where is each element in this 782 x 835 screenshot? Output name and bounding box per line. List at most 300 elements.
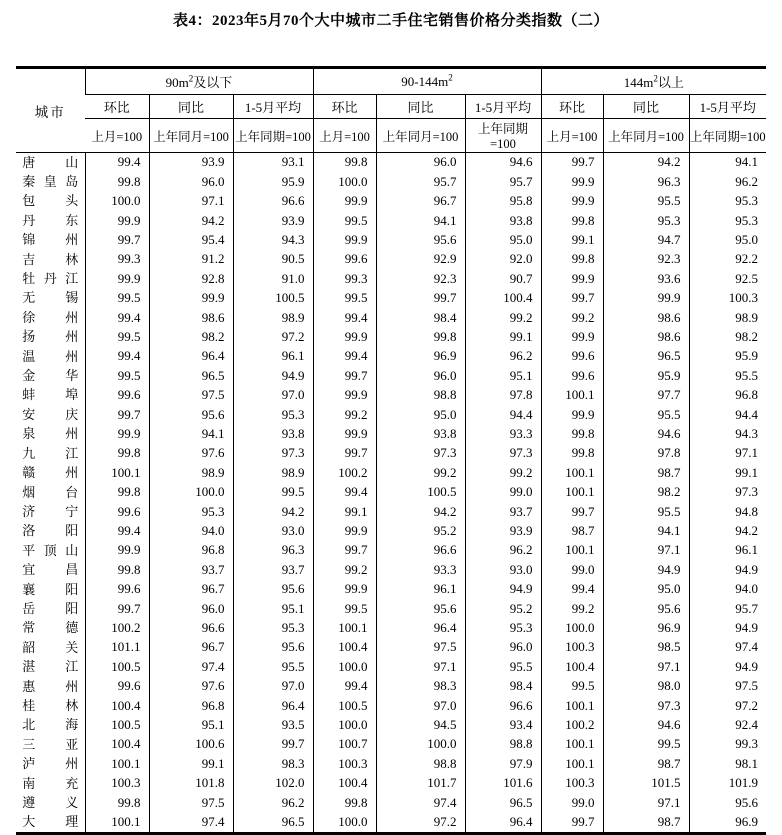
metric-header-avg: 1-5月平均 <box>689 95 766 119</box>
city-name-text: 北 海 <box>22 717 79 733</box>
table-row <box>16 366 766 385</box>
metric-header-yoy: 同比 <box>376 95 465 119</box>
index-value-cell: 98.1 <box>689 755 766 774</box>
group-label-text: 及以下 <box>193 75 233 90</box>
index-value-cell: 94.2 <box>376 502 465 521</box>
index-value-cell: 93.6 <box>603 269 689 288</box>
table-row <box>16 269 766 288</box>
index-value-cell: 93.5 <box>233 716 313 735</box>
group-label-text: 90m <box>165 75 189 90</box>
city-name-text: 牡 丹 江 <box>22 271 79 287</box>
base-header-prev-month: 上月=100 <box>85 119 149 153</box>
index-value-cell: 99.4 <box>85 347 149 366</box>
index-value-cell: 94.9 <box>603 561 689 580</box>
table-header <box>16 68 766 153</box>
table-row <box>16 250 766 269</box>
index-value-cell: 99.4 <box>85 522 149 541</box>
city-name-text: 三 亚 <box>22 736 79 752</box>
metric-header-mom: 环比 <box>85 95 149 119</box>
city-name-text: 扬 州 <box>22 329 79 345</box>
index-value-cell: 99.2 <box>313 405 376 424</box>
index-value-cell: 100.4 <box>85 735 149 754</box>
index-value-cell: 101.9 <box>689 774 766 793</box>
base-header-row <box>16 119 766 153</box>
index-value-cell: 97.6 <box>149 444 233 463</box>
index-value-cell: 94.1 <box>689 153 766 173</box>
index-value-cell: 94.7 <box>603 231 689 250</box>
index-value-cell: 96.6 <box>465 696 541 715</box>
index-value-cell: 99.8 <box>85 793 149 812</box>
index-value-cell: 99.7 <box>313 366 376 385</box>
index-value-cell: 98.2 <box>149 328 233 347</box>
index-value-cell: 100.3 <box>689 289 766 308</box>
index-value-cell: 96.8 <box>149 696 233 715</box>
index-value-cell: 94.4 <box>465 405 541 424</box>
index-value-cell: 94.2 <box>233 502 313 521</box>
index-value-cell: 97.4 <box>149 658 233 677</box>
index-value-cell: 97.1 <box>603 541 689 560</box>
index-value-cell: 92.9 <box>376 250 465 269</box>
index-value-cell: 102.0 <box>233 774 313 793</box>
index-value-cell: 91.2 <box>149 250 233 269</box>
metric-header-yoy: 同比 <box>149 95 233 119</box>
index-value-cell: 99.9 <box>313 386 376 405</box>
index-value-cell: 98.4 <box>465 677 541 696</box>
index-value-cell: 97.1 <box>689 444 766 463</box>
index-value-cell: 99.7 <box>85 231 149 250</box>
index-value-cell: 99.7 <box>541 813 603 834</box>
index-value-cell: 99.6 <box>541 366 603 385</box>
table-container <box>16 66 766 835</box>
index-value-cell: 101.1 <box>85 638 149 657</box>
city-name <box>16 386 85 405</box>
index-value-cell: 99.5 <box>85 366 149 385</box>
index-value-cell: 100.4 <box>85 696 149 715</box>
index-value-cell: 98.7 <box>603 464 689 483</box>
index-value-cell: 99.9 <box>313 425 376 444</box>
city-name-text: 大 理 <box>22 814 79 830</box>
index-value-cell: 95.7 <box>689 599 766 618</box>
index-value-cell: 92.3 <box>376 269 465 288</box>
index-value-cell: 99.0 <box>541 793 603 812</box>
index-value-cell: 97.8 <box>603 444 689 463</box>
superscript-2: 2 <box>448 72 453 83</box>
table-row <box>16 347 766 366</box>
index-value-cell: 99.8 <box>313 793 376 812</box>
index-value-cell: 95.6 <box>603 599 689 618</box>
index-value-cell: 96.5 <box>149 366 233 385</box>
index-value-cell: 99.6 <box>85 580 149 599</box>
index-value-cell: 97.5 <box>149 386 233 405</box>
index-value-cell: 93.8 <box>465 211 541 230</box>
index-value-cell: 96.9 <box>689 813 766 834</box>
index-value-cell: 95.1 <box>465 366 541 385</box>
city-name-text: 金 华 <box>22 368 79 384</box>
table-row <box>16 308 766 327</box>
table-row <box>16 289 766 308</box>
index-value-cell: 98.6 <box>603 308 689 327</box>
index-value-cell: 95.0 <box>689 231 766 250</box>
index-value-cell: 99.6 <box>541 347 603 366</box>
table-row <box>16 561 766 580</box>
index-value-cell: 100.6 <box>149 735 233 754</box>
index-value-cell: 90.7 <box>465 269 541 288</box>
city-name-text: 湛 江 <box>22 659 79 675</box>
index-value-cell: 96.0 <box>376 153 465 173</box>
city-name <box>16 289 85 308</box>
city-name <box>16 250 85 269</box>
index-value-cell: 99.9 <box>313 192 376 211</box>
index-value-cell: 100.1 <box>313 619 376 638</box>
city-name <box>16 677 85 696</box>
index-value-cell: 96.0 <box>149 172 233 191</box>
index-value-cell: 97.1 <box>603 793 689 812</box>
index-value-cell: 96.3 <box>603 172 689 191</box>
index-value-cell: 98.5 <box>603 638 689 657</box>
index-value-cell: 95.9 <box>689 347 766 366</box>
index-value-cell: 97.0 <box>376 696 465 715</box>
group-header-over-144 <box>541 68 766 95</box>
index-value-cell: 100.4 <box>313 774 376 793</box>
index-value-cell: 99.4 <box>313 347 376 366</box>
index-value-cell: 94.1 <box>149 425 233 444</box>
index-value-cell: 94.9 <box>689 658 766 677</box>
table-row <box>16 425 766 444</box>
index-value-cell: 99.3 <box>85 250 149 269</box>
index-value-cell: 97.5 <box>376 638 465 657</box>
index-value-cell: 95.1 <box>149 716 233 735</box>
index-value-cell: 100.4 <box>541 658 603 677</box>
table-row <box>16 522 766 541</box>
city-name-text: 唐 山 <box>22 154 79 170</box>
table-body <box>16 153 766 834</box>
index-value-cell: 96.1 <box>689 541 766 560</box>
index-value-cell: 98.3 <box>376 677 465 696</box>
index-value-cell: 100.7 <box>313 735 376 754</box>
index-value-cell: 95.9 <box>603 366 689 385</box>
index-value-cell: 94.2 <box>689 522 766 541</box>
city-name-text: 遵 义 <box>22 795 79 811</box>
index-value-cell: 97.0 <box>233 386 313 405</box>
index-value-cell: 96.1 <box>233 347 313 366</box>
table-row <box>16 328 766 347</box>
table-row <box>16 405 766 424</box>
city-name <box>16 599 85 618</box>
index-value-cell: 99.1 <box>689 464 766 483</box>
index-value-cell: 99.4 <box>85 308 149 327</box>
index-value-cell: 98.9 <box>233 464 313 483</box>
city-name <box>16 211 85 230</box>
index-value-cell: 98.6 <box>149 308 233 327</box>
index-value-cell: 94.1 <box>603 522 689 541</box>
table-row <box>16 735 766 754</box>
index-value-cell: 93.0 <box>465 561 541 580</box>
group-header-row <box>16 68 766 95</box>
index-value-cell: 94.4 <box>689 405 766 424</box>
index-value-cell: 97.9 <box>465 755 541 774</box>
index-value-cell: 98.8 <box>376 386 465 405</box>
index-value-cell: 100.2 <box>85 619 149 638</box>
table-row <box>16 483 766 502</box>
city-name-text: 锦 州 <box>22 232 79 248</box>
index-value-cell: 100.1 <box>541 735 603 754</box>
index-value-cell: 96.5 <box>603 347 689 366</box>
index-value-cell: 95.5 <box>603 192 689 211</box>
index-value-cell: 96.4 <box>465 813 541 834</box>
index-value-cell: 100.1 <box>541 464 603 483</box>
table-row <box>16 502 766 521</box>
index-value-cell: 94.6 <box>465 153 541 173</box>
index-value-cell: 100.0 <box>313 658 376 677</box>
city-name <box>16 483 85 502</box>
city-name <box>16 269 85 288</box>
city-name <box>16 658 85 677</box>
index-value-cell: 95.7 <box>465 172 541 191</box>
index-value-cell: 99.4 <box>313 308 376 327</box>
table-row <box>16 813 766 834</box>
index-value-cell: 96.2 <box>233 793 313 812</box>
index-value-cell: 95.6 <box>149 405 233 424</box>
base-header-prev-month: 上月=100 <box>313 119 376 153</box>
table-row <box>16 172 766 191</box>
index-value-cell: 91.0 <box>233 269 313 288</box>
city-name-text: 赣 州 <box>22 465 79 481</box>
index-value-cell: 101.5 <box>603 774 689 793</box>
index-value-cell: 97.3 <box>233 444 313 463</box>
index-value-cell: 94.0 <box>689 580 766 599</box>
index-value-cell: 92.0 <box>465 250 541 269</box>
index-value-cell: 101.8 <box>149 774 233 793</box>
index-value-cell: 99.7 <box>376 289 465 308</box>
city-name-text: 九 江 <box>22 445 79 461</box>
table-row <box>16 677 766 696</box>
index-value-cell: 100.1 <box>541 483 603 502</box>
index-value-cell: 95.5 <box>603 502 689 521</box>
index-value-cell: 99.8 <box>85 483 149 502</box>
index-value-cell: 100.0 <box>313 172 376 191</box>
index-value-cell: 99.9 <box>541 192 603 211</box>
index-value-cell: 99.3 <box>689 735 766 754</box>
base-header-same-period-last-year: 上年同期=100 <box>233 119 313 153</box>
index-value-cell: 93.8 <box>376 425 465 444</box>
index-value-cell: 98.7 <box>603 755 689 774</box>
index-value-cell: 100.3 <box>313 755 376 774</box>
index-value-cell: 99.7 <box>541 289 603 308</box>
index-value-cell: 99.8 <box>376 328 465 347</box>
city-name <box>16 638 85 657</box>
group-label-text: 90-144m <box>401 73 449 89</box>
index-value-cell: 95.6 <box>689 793 766 812</box>
index-value-cell: 93.7 <box>149 561 233 580</box>
index-value-cell: 96.7 <box>149 638 233 657</box>
city-name-text: 常 德 <box>22 620 79 636</box>
city-name <box>16 793 85 812</box>
index-value-cell: 99.8 <box>85 444 149 463</box>
city-name-text: 岳 阳 <box>22 600 79 616</box>
index-value-cell: 97.4 <box>149 813 233 834</box>
index-value-cell: 99.9 <box>85 269 149 288</box>
index-value-cell: 93.3 <box>376 561 465 580</box>
index-value-cell: 98.2 <box>689 328 766 347</box>
city-name-text: 宜 昌 <box>22 562 79 578</box>
index-value-cell: 99.8 <box>85 561 149 580</box>
index-value-cell: 96.4 <box>149 347 233 366</box>
table-row <box>16 541 766 560</box>
base-header-same-period-last-year: 上年同期=100 <box>465 119 541 153</box>
base-header-same-month-last-year: 上年同月=100 <box>603 119 689 153</box>
index-value-cell: 99.8 <box>541 425 603 444</box>
price-index-table <box>16 66 766 835</box>
index-value-cell: 99.9 <box>541 172 603 191</box>
index-value-cell: 92.2 <box>689 250 766 269</box>
city-name <box>16 172 85 191</box>
index-value-cell: 97.4 <box>689 638 766 657</box>
city-name-text: 泸 州 <box>22 756 79 772</box>
index-value-cell: 97.5 <box>149 793 233 812</box>
index-value-cell: 99.1 <box>465 328 541 347</box>
index-value-cell: 99.2 <box>541 308 603 327</box>
index-value-cell: 96.6 <box>233 192 313 211</box>
city-name <box>16 464 85 483</box>
index-value-cell: 95.3 <box>233 619 313 638</box>
metric-header-avg: 1-5月平均 <box>465 95 541 119</box>
table-row <box>16 658 766 677</box>
index-value-cell: 94.9 <box>689 561 766 580</box>
city-name <box>16 735 85 754</box>
city-name <box>16 347 85 366</box>
city-name <box>16 774 85 793</box>
index-value-cell: 95.3 <box>149 502 233 521</box>
index-value-cell: 96.0 <box>376 366 465 385</box>
index-value-cell: 94.3 <box>689 425 766 444</box>
city-name <box>16 231 85 250</box>
city-name-text: 吉 林 <box>22 251 79 267</box>
index-value-cell: 99.4 <box>313 483 376 502</box>
index-value-cell: 90.5 <box>233 250 313 269</box>
index-value-cell: 97.1 <box>603 658 689 677</box>
index-value-cell: 99.1 <box>313 502 376 521</box>
city-name <box>16 755 85 774</box>
index-value-cell: 99.5 <box>233 483 313 502</box>
index-value-cell: 99.5 <box>85 289 149 308</box>
city-name <box>16 502 85 521</box>
table-row <box>16 153 766 173</box>
index-value-cell: 99.1 <box>541 231 603 250</box>
index-value-cell: 100.3 <box>541 774 603 793</box>
city-name <box>16 541 85 560</box>
city-name-text: 泉 州 <box>22 426 79 442</box>
index-value-cell: 96.4 <box>233 696 313 715</box>
table-row <box>16 774 766 793</box>
index-value-cell: 92.8 <box>149 269 233 288</box>
index-value-cell: 95.6 <box>233 638 313 657</box>
index-value-cell: 95.6 <box>376 599 465 618</box>
index-value-cell: 96.0 <box>149 599 233 618</box>
index-value-cell: 99.9 <box>313 231 376 250</box>
index-value-cell: 98.9 <box>689 308 766 327</box>
index-value-cell: 99.7 <box>541 502 603 521</box>
index-value-cell: 94.2 <box>149 211 233 230</box>
index-value-cell: 99.1 <box>149 755 233 774</box>
index-value-cell: 99.2 <box>376 464 465 483</box>
index-value-cell: 98.8 <box>376 755 465 774</box>
index-value-cell: 98.4 <box>376 308 465 327</box>
index-value-cell: 100.1 <box>85 813 149 834</box>
index-value-cell: 93.0 <box>233 522 313 541</box>
index-value-cell: 100.5 <box>233 289 313 308</box>
index-value-cell: 100.5 <box>85 658 149 677</box>
index-value-cell: 99.5 <box>85 328 149 347</box>
index-value-cell: 99.5 <box>603 735 689 754</box>
city-name <box>16 444 85 463</box>
index-value-cell: 96.6 <box>376 541 465 560</box>
metric-header-mom: 环比 <box>313 95 376 119</box>
index-value-cell: 99.2 <box>465 464 541 483</box>
city-name <box>16 192 85 211</box>
index-value-cell: 98.9 <box>233 308 313 327</box>
city-name <box>16 328 85 347</box>
index-value-cell: 95.0 <box>376 405 465 424</box>
index-value-cell: 94.5 <box>376 716 465 735</box>
city-name-text: 蚌 埠 <box>22 387 79 403</box>
index-value-cell: 93.3 <box>465 425 541 444</box>
index-value-cell: 97.4 <box>376 793 465 812</box>
index-value-cell: 100.0 <box>313 716 376 735</box>
city-name <box>16 580 85 599</box>
index-value-cell: 95.2 <box>465 599 541 618</box>
index-value-cell: 99.9 <box>149 289 233 308</box>
index-value-cell: 95.6 <box>233 580 313 599</box>
base-header-same-period-last-year: 上年同期=100 <box>689 119 766 153</box>
index-value-cell: 97.7 <box>603 386 689 405</box>
metric-header-yoy: 同比 <box>603 95 689 119</box>
index-value-cell: 98.6 <box>603 328 689 347</box>
index-value-cell: 98.7 <box>603 813 689 834</box>
index-value-cell: 93.8 <box>233 425 313 444</box>
index-value-cell: 93.1 <box>233 153 313 173</box>
group-label-text: 以上 <box>657 75 684 90</box>
index-value-cell: 99.9 <box>313 580 376 599</box>
index-value-cell: 99.5 <box>541 677 603 696</box>
index-value-cell: 96.8 <box>689 386 766 405</box>
index-value-cell: 95.3 <box>689 192 766 211</box>
index-value-cell: 95.7 <box>376 172 465 191</box>
index-value-cell: 100.4 <box>313 638 376 657</box>
index-value-cell: 96.3 <box>233 541 313 560</box>
group-header-under-90 <box>85 68 313 95</box>
index-value-cell: 99.5 <box>313 289 376 308</box>
city-name-text: 烟 台 <box>22 484 79 500</box>
metric-header-mom: 环比 <box>541 95 603 119</box>
index-value-cell: 96.2 <box>465 541 541 560</box>
index-value-cell: 98.8 <box>465 735 541 754</box>
city-name <box>16 561 85 580</box>
city-name <box>16 696 85 715</box>
index-value-cell: 100.0 <box>85 192 149 211</box>
base-header-same-month-last-year: 上年同月=100 <box>149 119 233 153</box>
index-value-cell: 98.3 <box>233 755 313 774</box>
index-value-cell: 99.8 <box>541 250 603 269</box>
index-value-cell: 93.7 <box>233 561 313 580</box>
index-value-cell: 96.8 <box>149 541 233 560</box>
table-row <box>16 192 766 211</box>
index-value-cell: 94.6 <box>603 425 689 444</box>
index-value-cell: 100.0 <box>376 735 465 754</box>
index-value-cell: 94.1 <box>376 211 465 230</box>
index-value-cell: 97.5 <box>689 677 766 696</box>
index-value-cell: 99.9 <box>541 405 603 424</box>
index-value-cell: 99.6 <box>85 386 149 405</box>
